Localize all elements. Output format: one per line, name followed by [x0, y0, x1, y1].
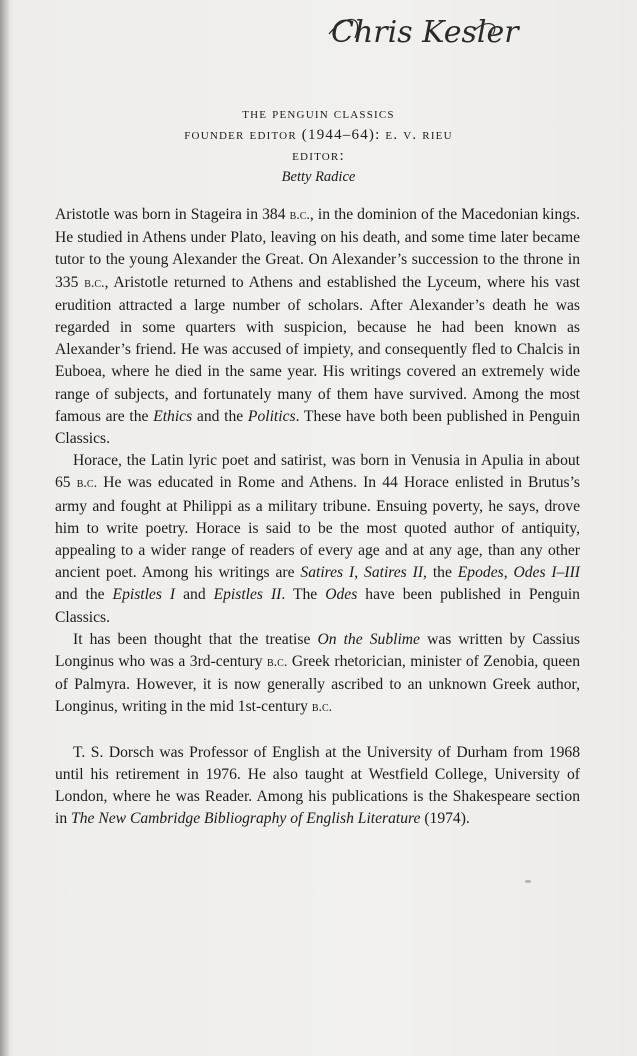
series-title: the penguin classics: [242, 106, 395, 122]
book-title-satires-2: Satires II: [364, 564, 424, 582]
series-header: [0, 104, 637, 188]
book-title-epistles-1: Epistles I: [112, 586, 176, 604]
biography-text: [55, 204, 580, 830]
text-run: T. S. Dorsch was Professor of English at the University of Durham from 1968 until his retirement in 1976. He also taught at Westfield College, University of London, where he was Reader. Among his publications is the Shakespeare section in: [55, 743, 580, 828]
aristotle-paragraph: [55, 204, 580, 450]
text-run: (1974).: [420, 810, 470, 828]
text-run: and the: [55, 586, 113, 604]
text-run: , in the dominion of the Macedonian kings. He studied in Athens under Plato, leaving on his death, and some time later became tutor to the young Alexander the Great. On Alexander’s succession to the throne in 335: [55, 206, 581, 291]
era-abbrev: b.c.: [289, 208, 310, 223]
handwritten-signature: [325, 4, 605, 64]
era-abbrev: b.c.: [267, 655, 288, 671]
era-abbrev: b.c.: [311, 700, 333, 716]
era-abbrev: b.c.: [84, 275, 105, 291]
text-run: Aristotle was born in Stageira in 384: [55, 206, 290, 223]
signature-drawing: [325, 4, 605, 64]
signature-text: Chris Kesler: [331, 15, 519, 50]
text-run: . The: [281, 586, 326, 604]
text-run: was written by Cassius Longinus who was a 3rd-century: [55, 630, 580, 671]
longinus-paragraph: [55, 629, 580, 720]
translator-bio-paragraph: [55, 742, 580, 831]
text-run: ,: [503, 564, 514, 582]
editor-name: Betty Radice: [281, 169, 356, 185]
text-run: have been published in Penguin Classics.: [55, 586, 580, 626]
text-run: Horace, the Latin lyric poet and satirist, was born in Venusia in Apulia in about 65: [55, 452, 580, 492]
book-title-odes-1-3: Odes I–III: [513, 564, 580, 582]
book-title-epistles-2: Epistles II: [213, 586, 282, 604]
book-title-satires-1: Satires I: [300, 564, 355, 582]
text-run: . These have both been published in Penguin Classics.: [55, 407, 580, 448]
text-run: He was educated in Rome and Athens. In 44 Horace enlisted in Brutus’s army and fought at Philippi as a military tribune. Ensuing poverty, he says, drove him to write poetry. Horace is said to be the most quoted author of antiquity, appealing to a wider range of readers of every age and at any age, than any other ancient poet. Among his writings are: [55, 474, 580, 582]
text-run: It has been thought that the treatise: [73, 630, 318, 648]
horace-paragraph: [55, 450, 580, 629]
editor-label: editor:: [292, 148, 345, 164]
text-run: and: [175, 586, 214, 604]
book-title-cambridge-bibliography: The New Cambridge Bibliography of English Literature: [71, 810, 421, 828]
text-run: , Aristotle returned to Athens and established the Lyceum, where his vast erudition attracted a large number of scholars. After Alexander’s death he was regarded in some quarters with suspicion, because he had been known as Alexander’s friend. He was accused of impiety, and consequently fled to Chalcis in Euboea, where he died in the same year. His writings covered an extremely wide range of subjects, and fortunately many of them have survived. Among the most famous are the: [55, 273, 580, 425]
founder-editor-line: founder editor (1944–64): e. v. rieu: [184, 127, 453, 143]
text-run: , the: [423, 564, 458, 582]
text-run: and the: [192, 407, 248, 425]
book-title-on-the-sublime: On the Sublime: [317, 630, 420, 648]
text-run: Greek rhetorician, minister of Zenobia, queen of Palmyra. However, it is now generally ascribed to an unknown Greek author, Longinus, writing in the mid 1st-century: [55, 653, 580, 716]
era-abbrev: b.c.: [76, 476, 98, 492]
paper-speck: [525, 880, 531, 883]
book-title-politics: Politics: [247, 407, 296, 425]
book-title-epodes: Epodes: [457, 564, 504, 582]
text-run: ,: [354, 564, 365, 582]
book-title-ethics: Ethics: [153, 407, 193, 425]
book-title-odes: Odes: [325, 586, 358, 604]
